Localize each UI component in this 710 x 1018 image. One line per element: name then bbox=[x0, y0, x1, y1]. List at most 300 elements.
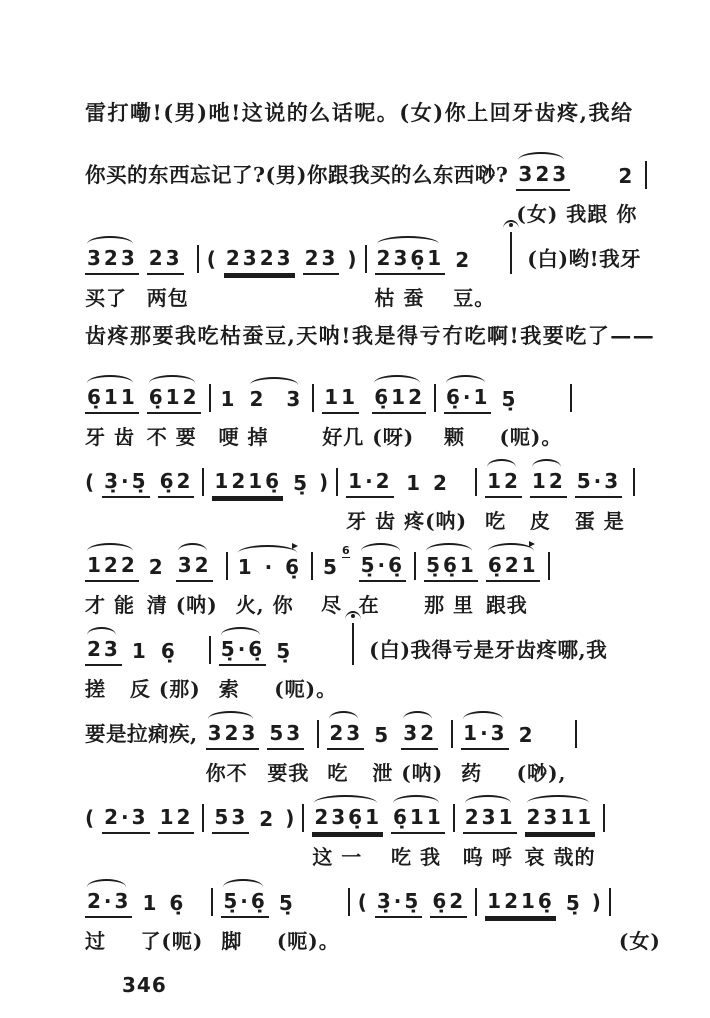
note-cell bbox=[158, 460, 195, 531]
music-line bbox=[85, 796, 674, 867]
barline-cell bbox=[548, 544, 550, 615]
lyric: 豆。 bbox=[453, 286, 496, 310]
note-cell bbox=[158, 796, 195, 867]
inline-dialogue-cell bbox=[85, 153, 508, 224]
note-row bbox=[226, 544, 228, 582]
note-digits: 122 bbox=[85, 553, 139, 582]
note-row bbox=[346, 460, 393, 498]
note-row bbox=[221, 880, 268, 918]
barline bbox=[209, 636, 211, 664]
note-cell bbox=[159, 628, 201, 699]
note-row bbox=[461, 712, 508, 750]
note-row bbox=[453, 237, 473, 275]
slur-arc bbox=[532, 459, 561, 467]
note-row bbox=[277, 880, 297, 918]
note-cell bbox=[321, 544, 351, 615]
lyric: 不 要 bbox=[146, 425, 197, 449]
barline-cell bbox=[609, 880, 611, 951]
note-row bbox=[592, 880, 601, 918]
note-cell bbox=[206, 712, 260, 783]
note-digits: 12 bbox=[530, 469, 567, 498]
note-cell bbox=[147, 237, 189, 308]
barline-cell bbox=[365, 237, 367, 308]
note-row bbox=[369, 628, 607, 666]
note-row bbox=[575, 712, 577, 750]
note-row bbox=[475, 880, 477, 918]
lyric: 那 里 bbox=[424, 593, 475, 617]
note-digits: 236̣1 bbox=[375, 246, 446, 275]
note-digits: 2 bbox=[455, 248, 473, 272]
note-row bbox=[603, 796, 605, 834]
barline bbox=[202, 804, 204, 832]
note-cell bbox=[85, 376, 139, 447]
note-digits: 12 bbox=[158, 805, 195, 834]
lyric: 牙 齿 bbox=[85, 425, 135, 449]
note-cell bbox=[274, 628, 337, 699]
note-digits: $5^6$ bbox=[323, 544, 350, 579]
note-digits: 5̣ bbox=[278, 891, 296, 915]
note-row bbox=[375, 237, 446, 275]
music-line bbox=[85, 237, 674, 308]
note-digits: 5·3 bbox=[575, 469, 622, 498]
note-digits: 1·2 bbox=[346, 469, 393, 498]
note-cell bbox=[372, 712, 393, 783]
note-row bbox=[303, 237, 340, 275]
music-line bbox=[85, 153, 674, 224]
note-digits: 6̣ bbox=[160, 639, 178, 663]
barline bbox=[202, 468, 204, 496]
lyric: 火, 你 bbox=[235, 593, 294, 617]
note-cell bbox=[303, 237, 340, 308]
note-row bbox=[85, 237, 139, 275]
note-cell bbox=[444, 376, 491, 447]
slur-arc bbox=[208, 711, 254, 719]
note-digits: 23 bbox=[85, 637, 122, 666]
note-row bbox=[372, 376, 426, 414]
inline-dialogue: 你买的东西忘记了?(男)你跟我买的么东西唦? bbox=[85, 163, 509, 187]
note-digits: 2·3 bbox=[85, 889, 132, 918]
barline bbox=[603, 804, 605, 832]
note-row bbox=[274, 628, 294, 666]
lyric: (呃)。 bbox=[499, 425, 563, 449]
slur-arc bbox=[87, 543, 133, 551]
note-row bbox=[176, 544, 213, 582]
note-digits: 2 3 bbox=[248, 387, 305, 414]
note-digits: 5̣·6̣ bbox=[219, 637, 266, 666]
note-row bbox=[147, 376, 201, 414]
note-row bbox=[219, 376, 239, 414]
lyric: (唦), bbox=[516, 761, 567, 785]
note-digits: 5̣ bbox=[293, 471, 311, 495]
lyric: 疼(呐) bbox=[404, 509, 468, 533]
barline-cell bbox=[311, 544, 313, 615]
note-row bbox=[503, 237, 519, 275]
lyric: 皮 bbox=[529, 509, 551, 533]
note-digits: 1 bbox=[131, 639, 149, 663]
note-cell bbox=[461, 712, 508, 783]
note-row bbox=[319, 460, 328, 498]
note-row bbox=[414, 544, 416, 582]
note-row bbox=[130, 628, 150, 666]
fermata-icon bbox=[345, 611, 361, 620]
note-row bbox=[211, 880, 213, 918]
barline bbox=[451, 720, 453, 748]
paren-cell bbox=[207, 237, 216, 308]
lyric: 药 bbox=[461, 761, 483, 785]
note-row bbox=[317, 712, 319, 750]
note-row bbox=[147, 237, 184, 275]
note-cell bbox=[375, 880, 422, 951]
accompaniment-paren: ( bbox=[206, 247, 216, 271]
note-row bbox=[616, 153, 636, 191]
note-digits: 6̣11 bbox=[391, 805, 445, 834]
music-line bbox=[85, 880, 674, 951]
lyric: 你 bbox=[616, 202, 638, 226]
note-digits: 1 · 6̣ bbox=[236, 555, 303, 582]
paren-cell bbox=[358, 880, 367, 951]
note-cell bbox=[322, 376, 364, 447]
note-digits: 32 bbox=[401, 721, 438, 750]
barline bbox=[352, 623, 354, 665]
note-digits: 53 bbox=[212, 805, 249, 834]
barline bbox=[197, 245, 199, 273]
note-digits: 3̣·5̣ bbox=[102, 469, 149, 498]
barline bbox=[434, 384, 436, 412]
note-row bbox=[85, 796, 94, 834]
lyric: (呃)。 bbox=[274, 677, 338, 701]
note-row bbox=[197, 237, 199, 275]
note-cell bbox=[102, 796, 149, 867]
note-row bbox=[345, 628, 361, 666]
barline-cell bbox=[197, 237, 199, 308]
barline bbox=[633, 468, 635, 496]
note-row bbox=[85, 628, 122, 666]
note-row bbox=[285, 796, 294, 834]
note-row bbox=[209, 628, 211, 666]
barline-cell bbox=[302, 796, 304, 867]
note-row bbox=[348, 880, 350, 918]
lyric: 尽 bbox=[321, 593, 343, 617]
note-digits: 2 bbox=[518, 723, 536, 747]
note-row bbox=[609, 880, 611, 918]
barline-cell bbox=[336, 460, 338, 531]
note-digits: 2·3 bbox=[102, 805, 149, 834]
note-cell bbox=[277, 880, 340, 951]
accompaniment-paren: ) bbox=[319, 470, 329, 494]
slur-arc bbox=[374, 375, 420, 383]
lyric: 才 能 bbox=[85, 593, 135, 617]
lyric: 吃 我 bbox=[391, 845, 441, 869]
slur-arc bbox=[465, 795, 511, 803]
barline bbox=[510, 232, 512, 274]
accompaniment-paren: ( bbox=[85, 806, 95, 830]
note-row bbox=[207, 237, 216, 275]
note-cell bbox=[219, 376, 240, 447]
note-row bbox=[434, 376, 436, 414]
note-digits: 2 bbox=[259, 807, 277, 831]
note-digits: 1 6̣ bbox=[142, 891, 187, 915]
note-digits: 5̣6̣1 bbox=[424, 553, 478, 582]
note-row bbox=[85, 544, 139, 582]
note-cell bbox=[221, 880, 268, 951]
note-digits: 1 2 bbox=[406, 471, 450, 495]
lyric: 颗 bbox=[444, 425, 466, 449]
barline bbox=[311, 552, 313, 580]
barline-cell bbox=[475, 460, 477, 531]
lyric: 泄 bbox=[372, 761, 394, 785]
note-cell bbox=[212, 460, 283, 531]
note-row bbox=[209, 376, 211, 414]
slur-arc bbox=[250, 377, 299, 385]
note-digits: 5̣ bbox=[501, 387, 519, 411]
slur-arc bbox=[463, 711, 502, 719]
lyric: 了(呃) bbox=[140, 929, 204, 953]
note-cell bbox=[327, 712, 364, 783]
slur-arc bbox=[87, 236, 133, 244]
note-cell bbox=[486, 544, 540, 615]
note-row bbox=[575, 460, 622, 498]
note-row bbox=[645, 153, 647, 191]
note-cell bbox=[375, 237, 446, 308]
lyric: (呐) bbox=[175, 593, 218, 617]
dialogue-line: 雷打嘞!(男)吔!这说的么话呢。(女)你上回牙齿疼,我给 bbox=[85, 100, 634, 125]
note-row bbox=[312, 796, 383, 834]
note-digits: 6̣2 bbox=[430, 889, 467, 918]
lyric: 买了 bbox=[85, 286, 127, 310]
slur-arc bbox=[87, 879, 126, 887]
note-row bbox=[158, 460, 195, 498]
note-row bbox=[424, 544, 478, 582]
fermata-barline-cell bbox=[345, 628, 361, 699]
note-digits: 1 bbox=[220, 387, 238, 411]
paren-cell bbox=[285, 796, 294, 867]
slur-arc bbox=[527, 795, 590, 803]
barline-cell bbox=[348, 880, 350, 951]
note-row bbox=[444, 376, 491, 414]
note-cell bbox=[372, 376, 426, 447]
note-digits: 6̣11 bbox=[85, 385, 139, 414]
note-row bbox=[102, 460, 149, 498]
slur-arc bbox=[87, 627, 116, 635]
note-cell bbox=[147, 544, 168, 615]
note-row bbox=[147, 544, 167, 582]
barline-cell bbox=[209, 628, 211, 699]
note-row bbox=[219, 628, 266, 666]
note-cell bbox=[312, 796, 383, 867]
note-digits: 32 bbox=[176, 553, 213, 582]
note-cell bbox=[516, 153, 608, 224]
note-digits: 5̣·6̣ bbox=[221, 889, 268, 918]
barline-cell bbox=[317, 712, 319, 783]
barline-cell bbox=[209, 376, 211, 447]
accompaniment-paren: ) bbox=[285, 806, 295, 830]
note-cell bbox=[391, 796, 445, 867]
barline-cell bbox=[451, 712, 453, 783]
score-body bbox=[85, 98, 674, 951]
note-row bbox=[564, 880, 584, 918]
lyric: 跟我 bbox=[485, 593, 528, 617]
music-line bbox=[85, 628, 674, 699]
lyric: 牙 齿 bbox=[346, 509, 397, 533]
note-cell bbox=[401, 712, 443, 783]
note-row bbox=[485, 880, 556, 918]
paren-cell bbox=[592, 880, 601, 951]
slur-arc bbox=[446, 375, 485, 383]
barline bbox=[609, 888, 611, 916]
note-cell bbox=[257, 796, 277, 867]
note-row bbox=[322, 376, 359, 414]
note-row bbox=[321, 544, 351, 582]
dialogue-line: 齿疼那要我吃枯蚕豆,天呐!我是得亏冇吃啊!我要吃了—— bbox=[85, 323, 656, 348]
note-cell bbox=[346, 460, 396, 531]
slur-arc bbox=[87, 375, 133, 383]
lyric: 索 bbox=[218, 677, 240, 701]
note-row bbox=[236, 544, 303, 582]
note-row bbox=[267, 712, 304, 750]
note-digits: 6̣12 bbox=[372, 385, 426, 414]
note-digits: 2311 bbox=[525, 805, 596, 834]
note-row bbox=[453, 796, 455, 834]
note-digits: 6̣·1 bbox=[444, 385, 491, 414]
slur-arc bbox=[314, 795, 377, 803]
page-number: 346 bbox=[122, 973, 167, 997]
note-row bbox=[291, 460, 311, 498]
slur-arc bbox=[361, 543, 400, 551]
inline-dialogue: 要是拉痢疾, bbox=[85, 722, 198, 746]
note-digits: 231 bbox=[463, 805, 517, 834]
lyric: 两包 bbox=[146, 286, 189, 310]
note-digits: 6̣12 bbox=[147, 385, 201, 414]
note-digits: 5̣ bbox=[276, 639, 294, 663]
barline bbox=[645, 161, 647, 189]
note-row bbox=[451, 712, 453, 750]
note-cell bbox=[485, 460, 522, 531]
note-row bbox=[375, 880, 422, 918]
accompaniment-paren: ) bbox=[591, 890, 601, 914]
paren-cell bbox=[85, 460, 94, 531]
inline-dialogue: (白)我得亏是牙齿疼哪,我 bbox=[369, 638, 608, 662]
barline bbox=[336, 468, 338, 496]
lyric: 吃 bbox=[327, 761, 349, 785]
lyric: 哀 哉的 bbox=[524, 845, 596, 869]
note-row bbox=[159, 628, 179, 666]
barline bbox=[317, 720, 319, 748]
note-digits: 6̣2 bbox=[158, 469, 195, 498]
note-digits: 2 bbox=[618, 164, 636, 188]
barline bbox=[475, 888, 477, 916]
note-cell bbox=[530, 460, 567, 531]
note-row bbox=[530, 460, 567, 498]
note-cell bbox=[102, 460, 149, 531]
note-digits: 23 bbox=[303, 246, 340, 275]
note-row bbox=[463, 796, 517, 834]
note-digits: 2323 bbox=[224, 246, 295, 275]
note-row bbox=[202, 796, 204, 834]
slur-arc bbox=[221, 627, 260, 635]
note-row bbox=[140, 880, 187, 918]
note-row bbox=[347, 237, 356, 275]
slur-arc bbox=[488, 543, 534, 551]
note-cell bbox=[140, 880, 203, 951]
note-digits: 5 bbox=[374, 723, 392, 747]
lyric: 在 bbox=[358, 593, 380, 617]
lyric: 枯 蚕 bbox=[374, 286, 425, 310]
fermata-barline-cell bbox=[503, 237, 519, 308]
slur-arc bbox=[178, 543, 207, 551]
barline bbox=[475, 468, 477, 496]
slur-arc bbox=[403, 711, 432, 719]
lyric: 要我 bbox=[267, 761, 310, 785]
barline-cell bbox=[434, 376, 436, 447]
note-cell bbox=[564, 880, 584, 951]
note-row bbox=[548, 544, 550, 582]
lyric: 搓 bbox=[85, 677, 106, 701]
lyric: (呐) bbox=[401, 761, 444, 785]
note-digits: 53 bbox=[267, 721, 304, 750]
note-row bbox=[85, 376, 139, 414]
barline-cell bbox=[453, 796, 455, 867]
barline-cell bbox=[575, 712, 577, 783]
note-row bbox=[391, 796, 445, 834]
note-row bbox=[212, 460, 283, 498]
barline-cell bbox=[414, 544, 416, 615]
barline bbox=[348, 888, 350, 916]
note-digits bbox=[619, 915, 622, 918]
lyric: 呜 呼 bbox=[462, 845, 513, 869]
note-digits: 236̣1 bbox=[312, 805, 383, 834]
note-cell bbox=[291, 460, 311, 531]
note-digits: 3̣·5̣ bbox=[375, 889, 422, 918]
lyric: 好几 bbox=[322, 425, 365, 449]
note-row bbox=[365, 237, 367, 275]
barline bbox=[548, 552, 550, 580]
barline bbox=[453, 804, 455, 832]
lyric: 脚 bbox=[221, 929, 243, 953]
note-digits: 23 bbox=[327, 721, 364, 750]
barline-cell bbox=[202, 460, 204, 531]
note-digits: 6̣21 bbox=[486, 553, 540, 582]
note-cell bbox=[485, 880, 556, 951]
note-row bbox=[224, 237, 295, 275]
note-cell bbox=[130, 628, 151, 699]
note-cell bbox=[463, 796, 517, 867]
slur-arc bbox=[149, 375, 195, 383]
lyric: 清 bbox=[146, 593, 168, 617]
note-digits: 5̣ bbox=[565, 891, 583, 915]
slur-arc bbox=[393, 795, 439, 803]
note-cell bbox=[212, 796, 249, 867]
note-cell bbox=[85, 544, 139, 615]
note-row bbox=[311, 544, 313, 582]
slur-arc bbox=[238, 545, 297, 553]
note-row bbox=[212, 796, 249, 834]
barline-cell bbox=[633, 460, 635, 531]
note-row bbox=[327, 712, 364, 750]
slur-arc bbox=[377, 236, 440, 244]
note-row bbox=[486, 544, 540, 582]
inline-dialogue-cell bbox=[527, 237, 641, 308]
note-cell bbox=[619, 880, 661, 951]
note-row bbox=[516, 153, 570, 191]
note-row bbox=[570, 376, 572, 414]
note-cell bbox=[85, 628, 122, 699]
note-row bbox=[85, 712, 198, 750]
note-cell bbox=[517, 712, 567, 783]
note-row bbox=[499, 376, 519, 414]
lyric: (女) 我跟 bbox=[516, 202, 609, 226]
note-cell bbox=[525, 796, 596, 867]
note-row bbox=[527, 237, 641, 275]
